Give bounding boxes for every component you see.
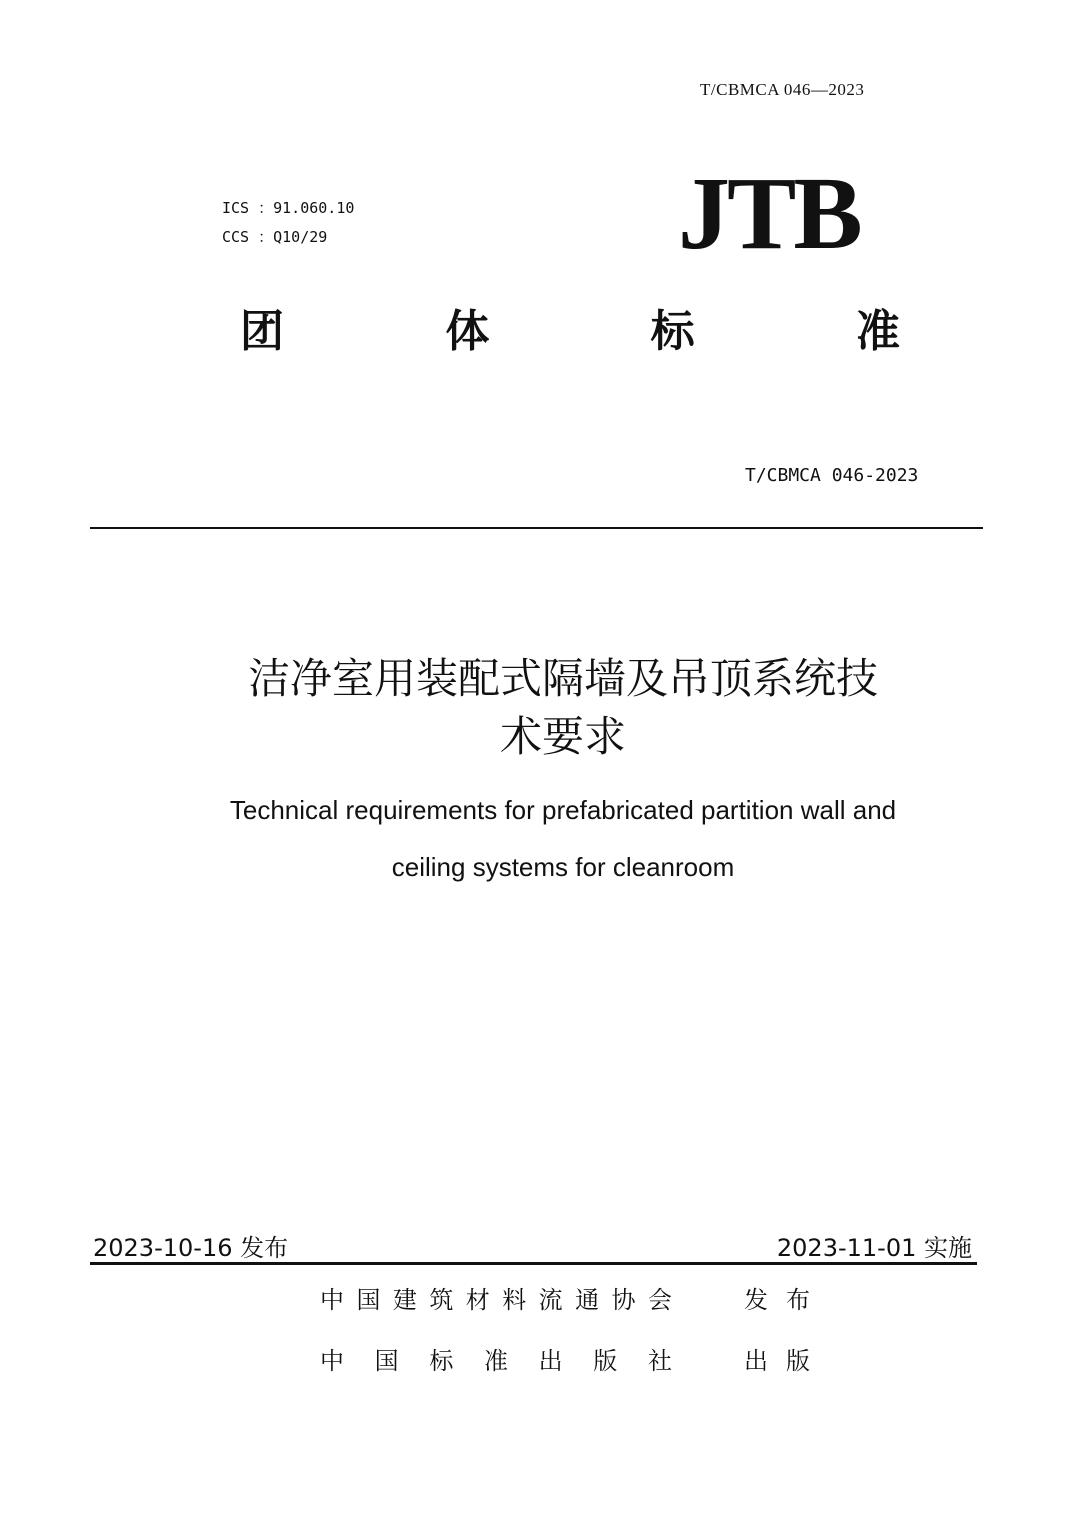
standard-type-heading	[240, 306, 900, 357]
bottom-divider	[90, 1262, 977, 1265]
publisher-action	[744, 1280, 810, 1315]
ccs-code: CCS ：Q10/29	[222, 228, 328, 246]
press-char: 出	[538, 1347, 563, 1375]
english-title-line: Technical requirements for prefabricated partition wall and	[229, 795, 897, 825]
publisher-name	[320, 1280, 672, 1315]
english-title-line: ceiling systems for cleanroom	[391, 852, 735, 882]
press-char: 版	[593, 1347, 618, 1375]
chinese-title-line: 洁净室用装配式隔墙及吊顶系统技	[247, 654, 878, 703]
publisher-char: 流	[538, 1286, 563, 1314]
press-action-char: 版	[786, 1347, 810, 1375]
press-name	[320, 1341, 672, 1376]
header-standard-code: T/CBMCA 046—2023	[700, 80, 865, 99]
press-char: 准	[483, 1347, 508, 1375]
implementation-date: 2023-11-01 实施	[776, 1234, 972, 1262]
press-char: 中	[320, 1347, 344, 1375]
publisher-char: 国	[356, 1286, 381, 1314]
standard-number: T/CBMCA 046-2023	[745, 465, 919, 486]
standard-type-char: 准	[855, 306, 900, 357]
chinese-title	[140, 650, 986, 766]
chinese-title-line: 术要求	[499, 712, 626, 761]
press-action	[744, 1341, 810, 1376]
publisher-char: 筑	[429, 1286, 454, 1314]
publisher-action-char: 布	[786, 1286, 810, 1314]
publisher-line	[320, 1280, 810, 1315]
publisher-char: 中	[320, 1286, 344, 1314]
classification-codes	[222, 194, 354, 252]
press-char: 国	[374, 1347, 399, 1375]
press-char: 标	[429, 1347, 454, 1375]
publisher-char: 会	[647, 1286, 672, 1314]
press-char: 社	[647, 1347, 672, 1375]
standard-type-char: 体	[445, 306, 490, 357]
standard-type-char: 团	[240, 306, 284, 357]
publisher-char: 通	[575, 1286, 600, 1314]
standard-type-char: 标	[650, 306, 695, 357]
publisher-char: 料	[502, 1286, 527, 1314]
publisher-char: 协	[611, 1286, 636, 1314]
publisher-char: 材	[465, 1286, 490, 1314]
press-action-char: 出	[744, 1347, 768, 1375]
jtb-logo: JTB	[678, 156, 860, 271]
issue-date: 2023-10-16 发布	[93, 1234, 289, 1262]
ics-code: ICS ：91.060.10	[222, 199, 355, 217]
english-title	[140, 782, 986, 896]
publisher-char: 建	[392, 1286, 417, 1314]
top-divider	[90, 527, 983, 529]
publisher-action-char: 发	[744, 1286, 768, 1314]
press-line	[320, 1341, 810, 1376]
